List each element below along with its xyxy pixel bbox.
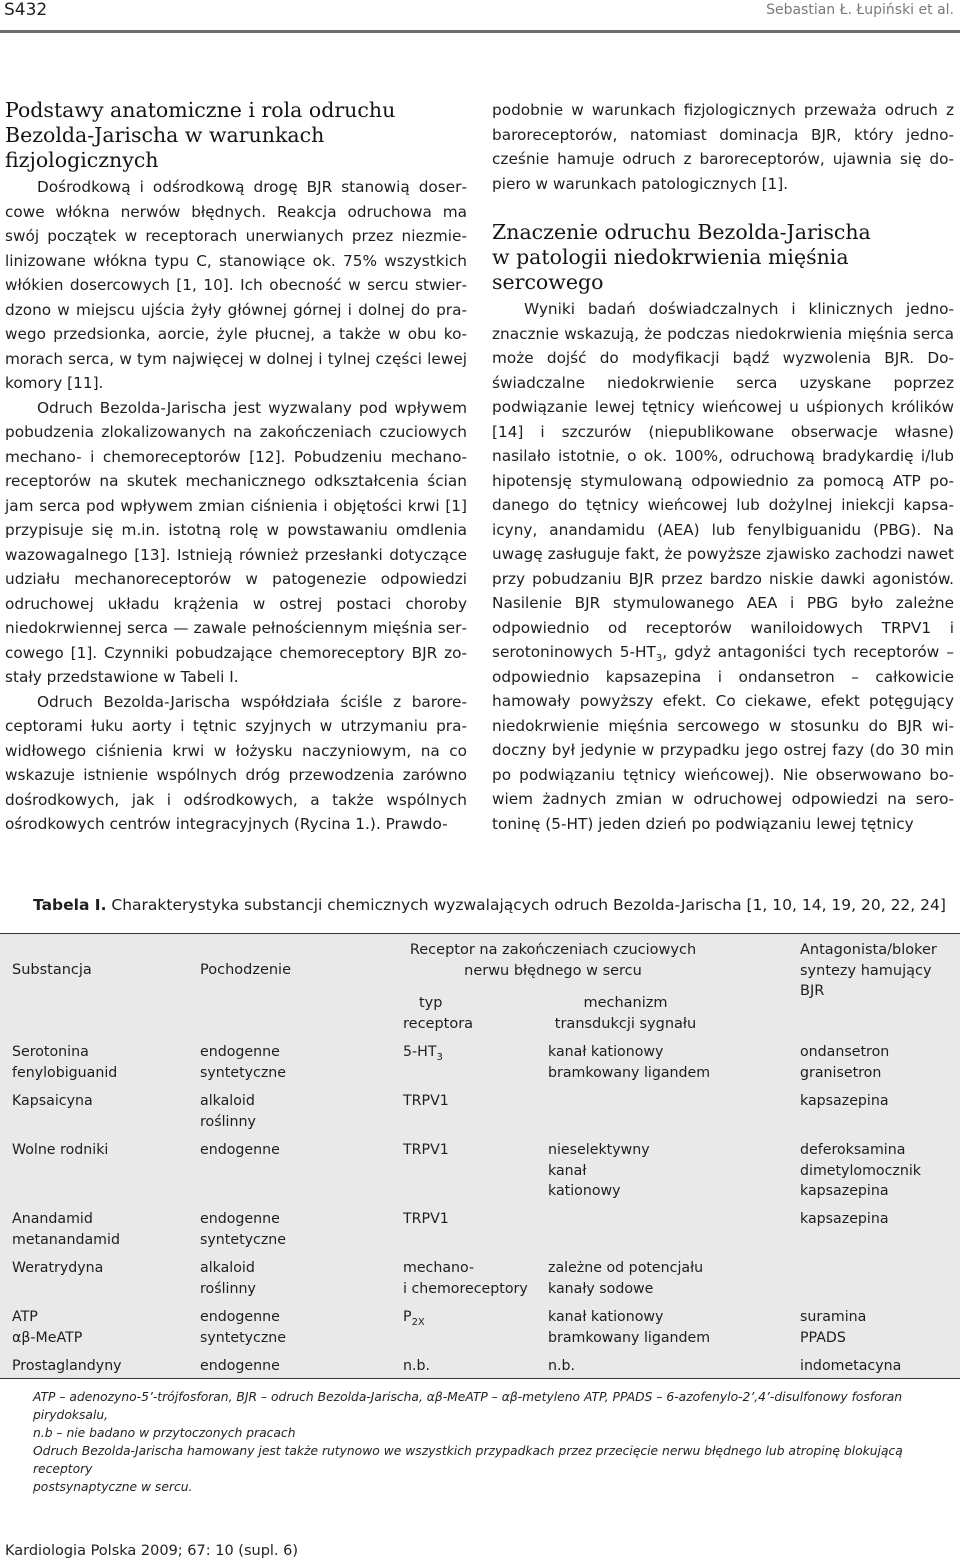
table-cell: TRPV1 (403, 1142, 449, 1158)
table-cell: TRPV1 (403, 1093, 449, 1109)
table-cell: Weratrydyna (12, 1260, 104, 1276)
left-column (5, 98, 467, 837)
table-cell: alkaloid roślinny (200, 1093, 256, 1130)
table-cell: $5-HT_3$ (403, 1044, 443, 1063)
table-cell: kapsazepina (800, 1093, 889, 1109)
table-cell: ATP αβ-MeATP (12, 1309, 83, 1346)
paragraph: podobnie w warunkach fizjologicznych przeważa odruch z baroreceptorów, natomiast dominacja BJR, który jednocześnie hamuje odruch z baroreceptorów, ujawnia się dopiero w warunkach patologicznych [1]. (492, 101, 954, 193)
table-cell: endogenne (200, 1358, 280, 1374)
table-cell: alkaloid roślinny (200, 1260, 256, 1297)
table-cell: Prostaglandyny (12, 1358, 122, 1374)
table-cell: endogenne (200, 1142, 280, 1158)
table-cell: Serotonina fenylobiguanid (12, 1044, 118, 1081)
col-header-antagonist: Antagonista/bloker syntezy hamujący BJR (800, 942, 937, 999)
running-header-authors: Sebastian Ł. Łupiński et al. (766, 2, 954, 18)
table-cell: Wolne rodniki (12, 1142, 109, 1158)
paragraph: Odruch Bezolda-Jarischa współdziała ściśle z baroreceptorami łuku aorty i tętnic szyjnych w utrzymaniu prawidłowego ciśnienia krwi w łożysku naczyniowym, na co wskazuje istnienie wspólnych dróg przewodzenia zarówno dośrodkowych, jak i odśrodkowych, a także wspólnych ośrodkowych centrów integracyjnych (Rycina 1.). Prawdo- (5, 692, 467, 833)
table-top-rule (0, 933, 960, 934)
table-caption: Tabela I. Charakterystyka substancji chemicznych wyzwalających odruch Bezolda-Jarischa [1, 10, 14, 19, 20, 22, 24] (33, 896, 946, 914)
table-cell: n.b. (548, 1358, 576, 1374)
section-heading-physiology: Podstawy anatomiczne i rola odruchu Bezolda-Jarischa w warunkach fizjologicznych (5, 98, 396, 172)
table-cell: indometacyna (800, 1358, 902, 1374)
table-cell: n.b. (403, 1358, 431, 1374)
paragraph: Odruch Bezolda-Jarischa jest wyzwalany pod wpływem pobudzenia zlokalizowanych na zakończeniach czuciowych mechano- i chemoreceptorów [12]. Pobudzeniu mechanoreceptorów na skutek mechanicznego odkształcenia ścian jam serca pod wpływem zmian ciśnienia i objętości krwi [1] przypisuje się m.in. istotną rolę w powstawaniu omdlenia wazowagalnego [13]. Istnieją również przesłanki dotyczące udziału mechanoreceptorów w patogenezie odpowiedzi odruchowej układu krążenia w ostrej postaci choroby niedokrwiennej serca — zawale pełnościennym mięśnia sercowego [1]. Czynniki pobudzające chemoreceptory BJR zostały przedstawione w Tabeli I. (5, 398, 467, 686)
table-cell: suramina PPADS (800, 1309, 867, 1346)
col-header-receptor: Receptor na zakończeniach czuciowych nerwu błędnego w sercu (409, 942, 697, 979)
table-cell: deferoksamina dimetylomocznik kapsazepina (800, 1142, 921, 1199)
paragraph: Wyniki badań doświadczalnych i klinicznych jednoznacznie wskazują, że podczas niedokrwienia mięśnia serca może dojść do modyfikacji bądź wyzwolenia BJR. Doświadczalne niedokrwienie serca uzyskane poprzez podwiązanie lewej tętnicy wieńcowej u uśpionych królików [14] i szczurów (niepublikowane obserwacje własne) nasilało istotnie, o ok. 100%, odruchową bradykardię i/lub hipotensję stymulowaną odpowiednio za pomocą ATP podanego do tętnicy wieńcowej lub dożylnej iniekcji kapsaicyny, anandamidu (AEA) lub fenylbiguanidu (PBG). Na uwagę zasługuje fakt, że powyższe zjawisko zachodzi nawet przy pobudzaniu BJR przez bardzo niskie dawki agonistów. Nasilenie BJR stymulowanego AEA i PBG było zależne odpowiednio od receptorów waniloidowych TRPV1 i serotoninowych $5-HT_3$, gdyż antagoniści tych receptorów – odpowiednio kapsazepina i ondansetron – całkowicie hamowały powyższy efekt. Co ciekawe, efekt potęgujący niedokrwienie mięśnia sercowego w stosunku do BJR widoczny był jedynie w przypadku jego ostrej fazy (do 30 min po podwiązaniu tętnicy wieńcowej). Nie obserwowano bowiem żadnych zmian w odruchowej odpowiedzi na serotoninę (5-HT) jeden dzień po podwiązaniu lewej tętnicy (492, 300, 955, 833)
subheader-mechanizm: mechanizm transdukcji sygnału (554, 995, 697, 1032)
journal-footer: Kardiologia Polska 2009; 67: 10 (supl. 6) (5, 1543, 299, 1559)
table-cell: $P_{2X}$ (403, 1309, 425, 1328)
table-cell: kanał kationowy bramkowany ligandem (548, 1044, 711, 1081)
table-cell: endogenne syntetyczne (200, 1211, 286, 1248)
table-cell: ondansetron granisetron (800, 1044, 890, 1081)
page-number: S432 (4, 0, 48, 20)
table-cell: nieselektywny kanał kationowy (548, 1142, 650, 1199)
header-rule (0, 30, 960, 33)
subheader-typ-receptora: typ receptora (403, 995, 474, 1032)
col-header-pochodzenie: Pochodzenie (200, 962, 292, 978)
table-bottom-rule (0, 1378, 960, 1379)
table-cell: kapsazepina (800, 1211, 889, 1227)
section-heading-pathology: Znaczenie odruchu Bezolda-Jarischa w patologii niedokrwienia mięśnia sercowego (492, 220, 871, 294)
table-cell: Kapsaicyna (12, 1093, 93, 1109)
table-cell: Anandamid metanandamid (12, 1211, 120, 1248)
table-cell: endogenne syntetyczne (200, 1309, 286, 1346)
right-column (492, 98, 954, 836)
table-cell: zależne od potencjału kanały sodowe (548, 1260, 704, 1297)
table-cell: TRPV1 (403, 1211, 449, 1227)
table-cell: kanał kationowy bramkowany ligandem (548, 1309, 711, 1346)
table-footnotes: ATP – adenozyno-5’-trójfosforan, BJR – odruch Bezolda-Jarischa, αβ-MeATP – αβ-metyleno ATP, PPADS – 6-azofenylo-2’,4’-disulfonowy fosforan pirydoksalu, n.b – nie badano w przytoczonych pracach Odruch Bezolda-Jarischa hamowany jest także rutynowo we wszystkich przypadkach przez przecięcie nerwu błędnego lub atropinę blokującą receptory postsynaptyczne w sercu. (33, 1390, 903, 1494)
table-cell: endogenne syntetyczne (200, 1044, 286, 1081)
col-header-substancja: Substancja (12, 962, 92, 978)
paragraph: Dośrodkową i odśrodkową drogę BJR stanowią dosercowe włókna nerwów błędnych. Reakcja odruchowa ma swój początek w receptorach unerwianych przez niezmielinizowane włókna typu C, stanowiące ok. 75% wszystkich włókien dosercowych [1, 10]. Ich obecność w sercu stwierdzono w miejscu ujścia żyły głównej górnej i dolnej do prawego przedsionka, aorcie, żyle płucnej, a także w obu komorach serca, w tym najwięcej w dolnej i tylnej części lewej komory [11]. (5, 178, 467, 392)
table-cell: mechano- i chemoreceptory (403, 1260, 528, 1297)
